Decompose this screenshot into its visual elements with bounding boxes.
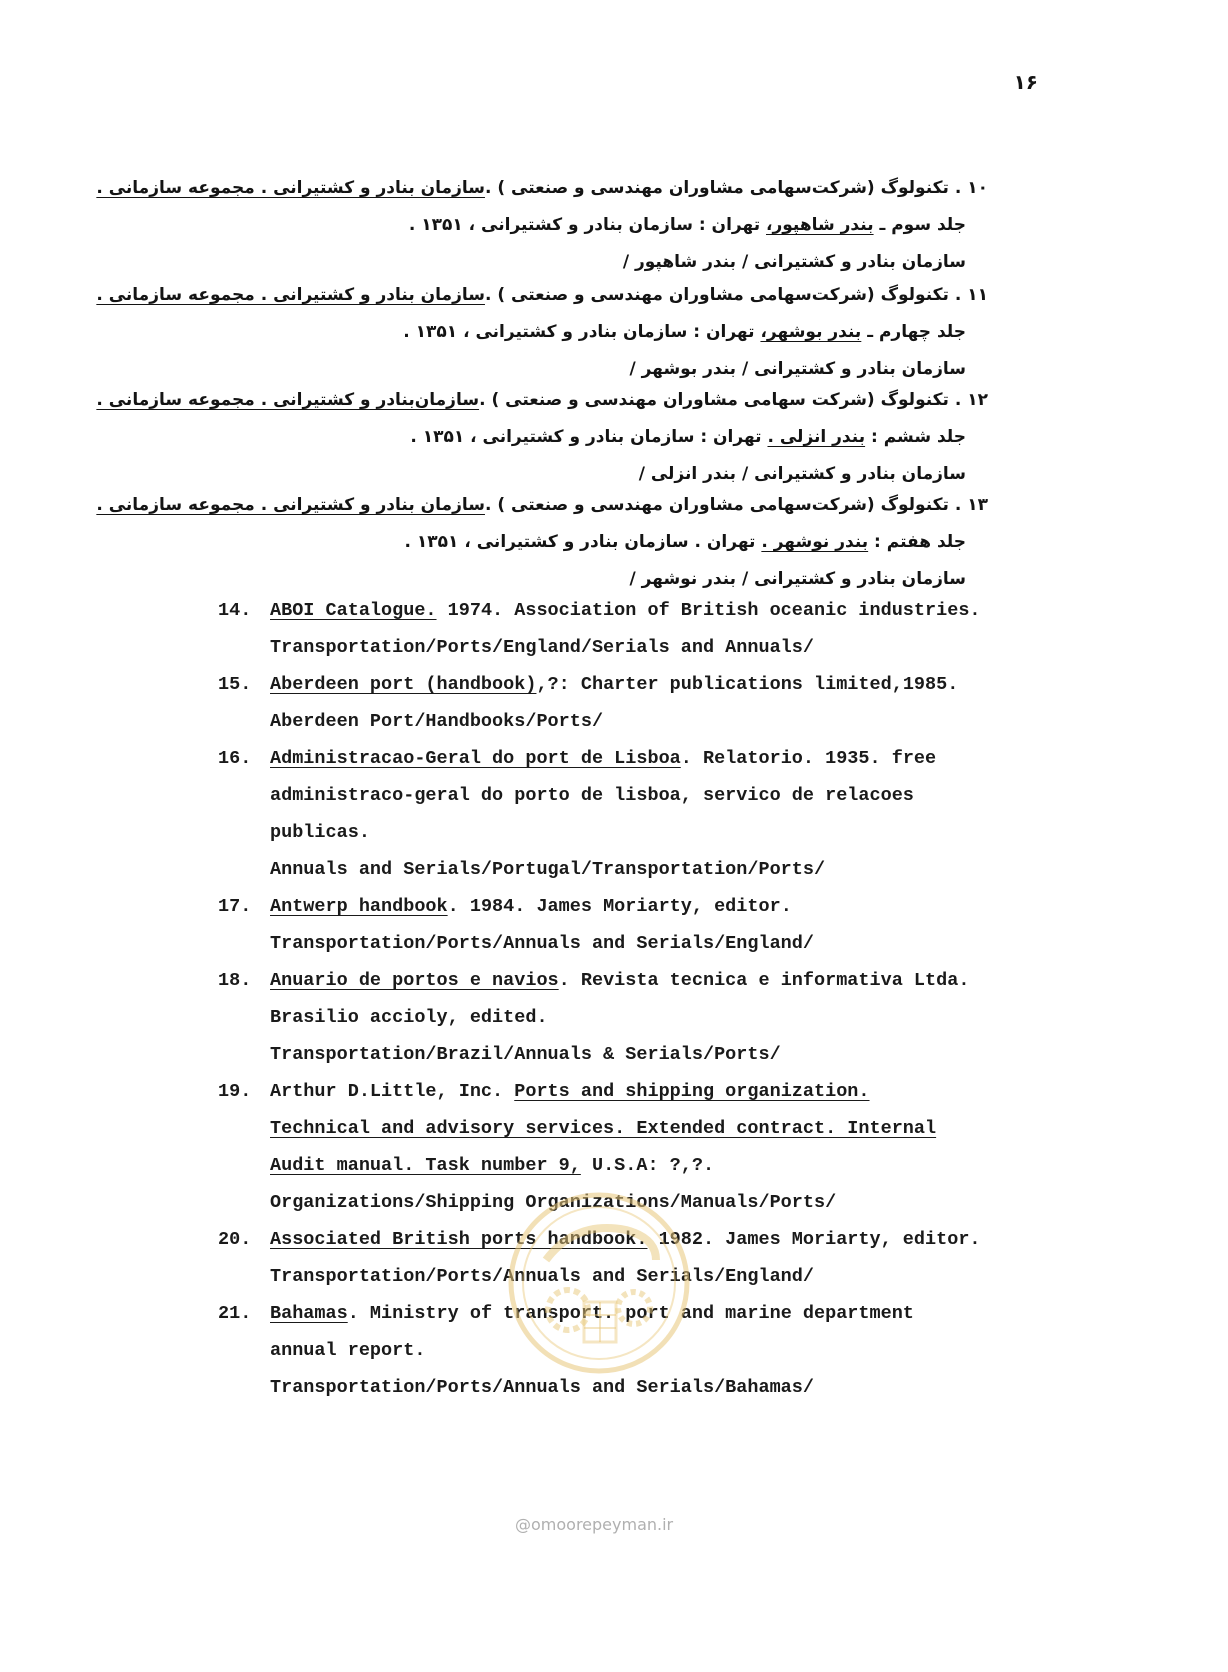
entry-title: Anuario de portos e navios: [270, 970, 559, 991]
entry-imprint: U.S.A: ?,?.: [580, 1155, 715, 1176]
entry-title-continued: Technical and advisory services. Extended contract. Internal: [270, 1118, 937, 1139]
entry-number: 15.: [218, 674, 252, 695]
entry-subjects: سازمان بنادر و کشتیرانی / بندر شاهپور /: [622, 252, 966, 272]
entry-subjects: Transportation/Ports/Annuals and Serials/England/: [270, 933, 814, 954]
entry-subjects: Organizations/Shipping Organizations/Manuals/Ports/: [270, 1192, 837, 1213]
entry-18: [218, 962, 1078, 1073]
entry-number: 16.: [218, 748, 252, 769]
entry-imprint: 1974. Association of British oceanic industries.: [436, 600, 981, 621]
entry-volume: جلد ششم :: [865, 427, 966, 447]
entry-imprint-continued: administraco-geral do porto de lisboa, servico de relacoes: [270, 785, 914, 806]
entry-subjects: Transportation/Ports/Annuals and Serials/Bahamas/: [270, 1377, 814, 1398]
entry-number: 20.: [218, 1229, 252, 1250]
entry-imprint-continued: publicas.: [270, 822, 370, 843]
entry-title: ABOI Catalogue.: [270, 600, 437, 621]
entry-number: 21.: [218, 1303, 252, 1324]
persian-entry: [96, 170, 988, 281]
entry-subjects: Transportation/Ports/Annuals and Serials/England/: [270, 1266, 814, 1287]
entry-port-title: بندر شاهپور،: [766, 215, 874, 235]
entry-imprint: . Relatorio. 1935. free: [680, 748, 937, 769]
entry-volume: جلد هفتم :: [868, 532, 966, 552]
entry-port-title: بندر نوشهر .: [761, 532, 869, 552]
entry-number: 14.: [218, 600, 252, 621]
entry-title: سازمان بنادر و کشتیرانی . مجموعه سازمانی .: [96, 178, 485, 198]
entry-title: Ports and shipping organization.: [514, 1081, 870, 1102]
persian-entry: [96, 277, 988, 388]
entry-number: 18.: [218, 970, 252, 991]
entry-subjects: سازمان بنادر و کشتیرانی / بندر نوشهر /: [629, 569, 966, 589]
entry-imprint-continued: annual report.: [270, 1340, 426, 1361]
persian-entry: [96, 382, 988, 493]
entry-volume: جلد سوم ـ: [873, 215, 966, 235]
entry-14: [218, 592, 1078, 666]
entry-prefix: ۱۰ . تکنولوگ (شرکت‌سهامی مشاوران مهندسی و صنعتی ) .: [484, 178, 988, 198]
entry-title: سازمان بنادر و کشتیرانی . مجموعه سازمانی .: [96, 495, 485, 515]
entry-port-title: بندر بوشهر،: [760, 322, 862, 342]
watermark-text: @omoorepeyman.ir: [515, 1515, 674, 1534]
entry-subjects: Transportation/Ports/England/Serials and Annuals/: [270, 637, 814, 658]
entry-imprint: . 1984. James Moriarty, editor.: [447, 896, 792, 917]
entry-title-continued: Audit manual. Task number 9,: [270, 1155, 581, 1176]
entry-subjects: Transportation/Brazil/Annuals & Serials/Ports/: [270, 1044, 781, 1065]
entry-volume: جلد چهارم ـ: [861, 322, 966, 342]
entry-subjects: Annuals and Serials/Portugal/Transportation/Ports/: [270, 859, 826, 880]
entry-prefix: ۱۲ . تکنولوگ (شرکت سهامی مشاوران مهندسی و صنعتی ) .: [479, 390, 988, 410]
entry-imprint: ,?: Charter publications limited,1985.: [536, 674, 959, 695]
entry-16: [218, 740, 1078, 888]
entry-imprint: . Ministry of transport. port and marine department: [347, 1303, 914, 1324]
seal-logo-icon: [506, 1190, 692, 1376]
entry-title: سازمان‌بنادر و کشتیرانی . مجموعه سازمانی .: [96, 390, 480, 410]
entry-number: 19.: [218, 1081, 252, 1102]
entry-title: سازمان بنادر و کشتیرانی . مجموعه سازمانی .: [96, 285, 485, 305]
entry-imprint: تهران . سازمان بنادر و کشتیرانی ، ۱۳۵۱ .: [404, 532, 762, 552]
entry-title: Administracao-Geral do port de Lisboa: [270, 748, 681, 769]
entry-title: Aberdeen port (handbook): [270, 674, 537, 695]
entry-imprint: تهران : سازمان بنادر و کشتیرانی ، ۱۳۵۱ .: [410, 427, 768, 447]
entry-15: [218, 666, 1078, 740]
entry-subjects: سازمان بنادر و کشتیرانی / بندر انزلی /: [638, 464, 966, 484]
persian-entry: [96, 487, 988, 598]
entry-number: 17.: [218, 896, 252, 917]
entry-imprint-continued: Brasilio accioly, edited.: [270, 1007, 548, 1028]
entry-prefix: ۱۳ . تکنولوگ (شرکت‌سهامی مشاوران مهندسی و صنعتی ) .: [484, 495, 988, 515]
entry-imprint: . Revista tecnica e informativa Ltda.: [558, 970, 970, 991]
entry-title: Antwerp handbook: [270, 896, 448, 917]
entry-17: [218, 888, 1078, 962]
entry-subjects: Aberdeen Port/Handbooks/Ports/: [270, 711, 604, 732]
entry-imprint: 1982. James Moriarty, editor.: [647, 1229, 981, 1250]
entry-prefix: ۱۱ . تکنولوگ (شرکت‌سهامی مشاوران مهندسی و صنعتی ) .: [484, 285, 988, 305]
entry-subjects: سازمان بنادر و کشتیرانی / بندر بوشهر /: [629, 359, 966, 379]
entry-imprint: تهران : سازمان بنادر و کشتیرانی ، ۱۳۵۱ .: [403, 322, 761, 342]
entry-author: Arthur D.Little, Inc.: [270, 1081, 515, 1102]
entry-port-title: بندر انزلی .: [767, 427, 866, 447]
entry-title: Bahamas: [270, 1303, 348, 1324]
page-number: ۱۶: [1013, 70, 1038, 94]
entry-imprint: تهران : سازمان بنادر و کشتیرانی ، ۱۳۵۱ .: [408, 215, 766, 235]
entry-title: Associated British ports handbook.: [270, 1229, 648, 1250]
